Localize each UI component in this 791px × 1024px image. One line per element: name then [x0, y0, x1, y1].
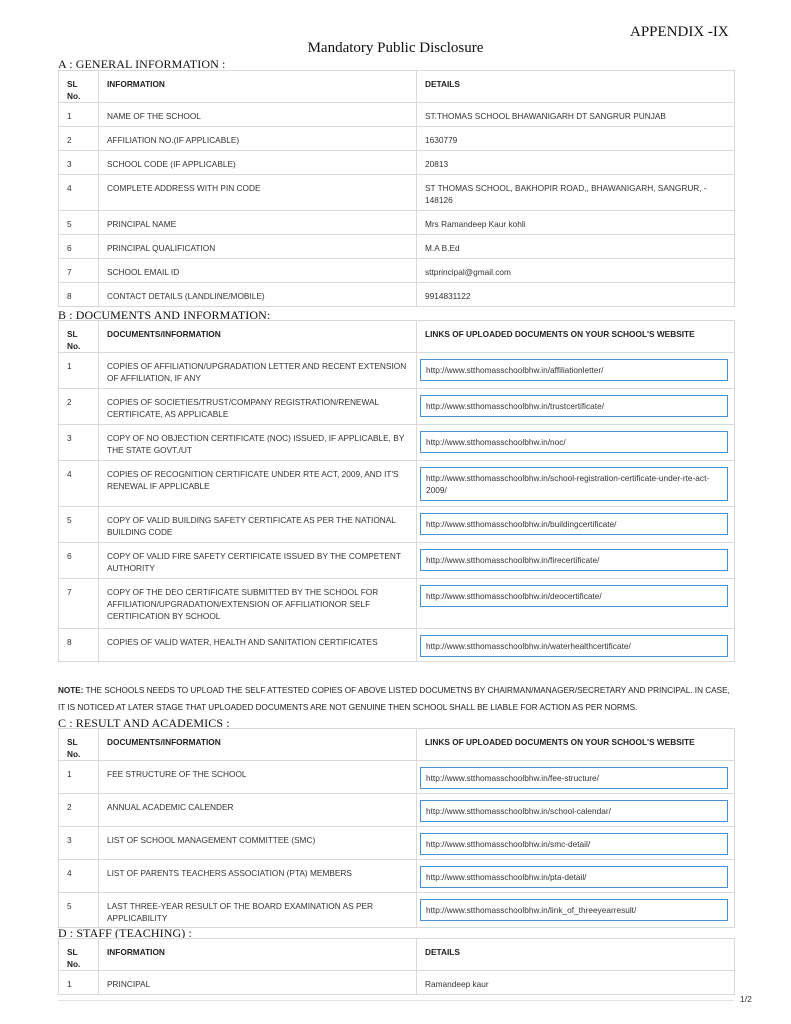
table-row [59, 389, 735, 425]
sl-no-cell: 5 [59, 893, 99, 928]
table-row [59, 461, 735, 507]
sl-no-cell: 1 [59, 103, 99, 127]
sl-no-cell: 3 [59, 151, 99, 175]
table-row [59, 211, 735, 235]
header-information: DOCUMENTS/INFORMATION [99, 729, 417, 761]
documents-information-table [58, 320, 735, 662]
link-cell [417, 425, 735, 461]
header-sl-no: SL No. [59, 321, 99, 353]
document-link[interactable]: http://www.stthomasschoolbhw.in/firecertificate/ [420, 549, 728, 571]
header-information: INFORMATION [99, 71, 417, 103]
information-cell: LAST THREE-YEAR RESULT OF THE BOARD EXAMINATION AS PER APPLICABILITY [99, 893, 417, 928]
sl-no-cell: 5 [59, 211, 99, 235]
information-cell: COPIES OF AFFILIATION/UPGRADATION LETTER AND RECENT EXTENSION OF AFFILIATION, IF ANY [99, 353, 417, 389]
information-cell: COPIES OF VALID WATER, HEALTH AND SANITATION CERTIFICATES [99, 629, 417, 662]
information-cell: COPY OF VALID FIRE SAFETY CERTIFICATE ISSUED BY THE COMPETENT AUTHORITY [99, 543, 417, 579]
table-row [59, 629, 735, 662]
section-d-title: D : STAFF (TEACHING) : [58, 926, 192, 940]
information-cell: SCHOOL EMAIL ID [99, 259, 417, 283]
document-link[interactable]: http://www.stthomasschoolbhw.in/school-registration-certificate-under-rte-act-2009/ [420, 467, 728, 501]
details-cell: ST THOMAS SCHOOL, BAKHOPIR ROAD,, BHAWANIGARH, SANGRUR, - 148126 [417, 175, 735, 211]
sl-no-cell: 8 [59, 283, 99, 307]
appendix-label: APPENDIX -IX [630, 24, 729, 40]
information-cell: CONTACT DETAILS (LANDLINE/MOBILE) [99, 283, 417, 307]
sl-no-cell: 4 [59, 860, 99, 893]
sl-no-cell: 4 [59, 175, 99, 211]
information-cell: COPIES OF SOCIETIES/TRUST/COMPANY REGISTRATION/RENEWAL CERTIFICATE, AS APPLICABLE [99, 389, 417, 425]
information-cell: PRINCIPAL NAME [99, 211, 417, 235]
sl-no-cell: 5 [59, 507, 99, 543]
header-details: LINKS OF UPLOADED DOCUMENTS ON YOUR SCHOOL'S WEBSITE [417, 321, 735, 353]
sl-no-cell: 6 [59, 543, 99, 579]
table-row [59, 353, 735, 389]
header-details: DETAILS [417, 939, 735, 971]
document-link[interactable]: http://www.stthomasschoolbhw.in/smc-detail/ [420, 833, 728, 855]
table-row [59, 103, 735, 127]
table-row [59, 860, 735, 893]
footer-divider [58, 1000, 734, 1001]
table-row [59, 827, 735, 860]
information-cell: FEE STRUCTURE OF THE SCHOOL [99, 761, 417, 794]
link-cell [417, 507, 735, 543]
information-cell: COPY OF NO OBJECTION CERTIFICATE (NOC) ISSUED, IF APPLICABLE, BY THE STATE GOVT./UT [99, 425, 417, 461]
document-link[interactable]: http://www.stthomasschoolbhw.in/trustcertificate/ [420, 395, 728, 417]
header-sl-no: SL No. [59, 71, 99, 103]
staff-teaching-table [58, 938, 735, 995]
information-cell: COPIES OF RECOGNITION CERTIFICATE UNDER RTE ACT, 2009, AND IT'S RENEWAL IF APPLICABLE [99, 461, 417, 507]
information-cell: PRINCIPAL [99, 971, 417, 995]
information-cell: PRINCIPAL QUALIFICATION [99, 235, 417, 259]
details-cell: M.A B.Ed [417, 235, 735, 259]
information-cell: NAME OF THE SCHOOL [99, 103, 417, 127]
document-link[interactable]: http://www.stthomasschoolbhw.in/school-calendar/ [420, 800, 728, 822]
table-header-row [59, 321, 735, 353]
sl-no-cell: 3 [59, 425, 99, 461]
details-cell: 1630779 [417, 127, 735, 151]
table-row [59, 971, 735, 995]
document-link[interactable]: http://www.stthomasschoolbhw.in/waterhealthcertificate/ [420, 635, 728, 657]
link-cell [417, 893, 735, 928]
header-details: LINKS OF UPLOADED DOCUMENTS ON YOUR SCHOOL'S WEBSITE [417, 729, 735, 761]
information-cell: AFFILIATION NO.(IF APPLICABLE) [99, 127, 417, 151]
note-label: NOTE: [58, 686, 84, 695]
link-cell [417, 353, 735, 389]
details-cell: sttprincipal@gmail.com [417, 259, 735, 283]
information-cell: LIST OF PARENTS TEACHERS ASSOCIATION (PTA) MEMBERS [99, 860, 417, 893]
header-information: DOCUMENTS/INFORMATION [99, 321, 417, 353]
table-row [59, 893, 735, 928]
link-cell [417, 579, 735, 629]
details-cell: 9914831122 [417, 283, 735, 307]
sl-no-cell: 2 [59, 127, 99, 151]
table-row [59, 259, 735, 283]
document-link[interactable]: http://www.stthomasschoolbhw.in/deocertificate/ [420, 585, 728, 607]
details-cell: Ramandeep kaur [417, 971, 735, 995]
table-row [59, 761, 735, 794]
section-b-title: B : DOCUMENTS AND INFORMATION: [58, 308, 271, 322]
link-cell [417, 629, 735, 662]
header-sl-no: SL No. [59, 729, 99, 761]
header-sl-no: SL No. [59, 939, 99, 971]
table-row [59, 543, 735, 579]
page-title: Mandatory Public Disclosure [307, 40, 484, 56]
link-cell [417, 461, 735, 507]
sl-no-cell: 1 [59, 353, 99, 389]
note-body: THE SCHOOLS NEEDS TO UPLOAD THE SELF ATTESTED COPIES OF ABOVE LISTED DOCUMETNS BY CHAIRMAN/MANAGER/SECRETARY AND PRINCIPAL. IN CASE, IT IS NOTICED AT LATER STAGE THAT UPLOADED DOCUMENTS ARE NOT GENUINE THEN SCHOOL SHALL BE LIABLE FOR ACTION AS PER NORMS. [58, 686, 730, 712]
table-row [59, 127, 735, 151]
details-cell: Mrs Ramandeep Kaur kohli [417, 211, 735, 235]
link-cell [417, 794, 735, 827]
information-cell: ANNUAL ACADEMIC CALENDER [99, 794, 417, 827]
page-number: 1/2 [740, 994, 752, 1004]
header-information: INFORMATION [99, 939, 417, 971]
table-row [59, 507, 735, 543]
table-row [59, 235, 735, 259]
sl-no-cell: 7 [59, 259, 99, 283]
document-link[interactable]: http://www.stthomasschoolbhw.in/buildingcertificate/ [420, 513, 728, 535]
section-c-title: C : RESULT AND ACADEMICS : [58, 716, 230, 730]
details-cell: ST.THOMAS SCHOOL BHAWANIGARH DT SANGRUR PUNJAB [417, 103, 735, 127]
document-link[interactable]: http://www.stthomasschoolbhw.in/fee-structure/ [420, 767, 728, 789]
table-row [59, 425, 735, 461]
sl-no-cell: 2 [59, 794, 99, 827]
table-header-row [59, 71, 735, 103]
sl-no-cell: 1 [59, 971, 99, 995]
sl-no-cell: 4 [59, 461, 99, 507]
table-row [59, 579, 735, 629]
section-a-title: A : GENERAL INFORMATION : [58, 57, 226, 71]
information-cell: LIST OF SCHOOL MANAGEMENT COMMITTEE (SMC) [99, 827, 417, 860]
header-details: DETAILS [417, 71, 735, 103]
table-row [59, 151, 735, 175]
link-cell [417, 827, 735, 860]
document-link[interactable]: http://www.stthomasschoolbhw.in/noc/ [420, 431, 728, 453]
sl-no-cell: 8 [59, 629, 99, 662]
table-header-row [59, 729, 735, 761]
sl-no-cell: 6 [59, 235, 99, 259]
link-cell [417, 543, 735, 579]
table-header-row [59, 939, 735, 971]
document-link[interactable]: http://www.stthomasschoolbhw.in/link_of_threeyearresult/ [420, 899, 728, 921]
sl-no-cell: 3 [59, 827, 99, 860]
sl-no-cell: 7 [59, 579, 99, 629]
note-text [58, 682, 738, 716]
information-cell: COMPLETE ADDRESS WITH PIN CODE [99, 175, 417, 211]
information-cell: COPY OF THE DEO CERTIFICATE SUBMITTED BY THE SCHOOL FOR AFFILIATION/UPGRADATION/EXTENSION OF AFFILIATIONOR SELF CERTIFICATION BY SCHOOL [99, 579, 417, 629]
details-cell: 20813 [417, 151, 735, 175]
result-academics-table [58, 728, 735, 928]
document-link[interactable]: http://www.stthomasschoolbhw.in/pta-detail/ [420, 866, 728, 888]
sl-no-cell: 2 [59, 389, 99, 425]
sl-no-cell: 1 [59, 761, 99, 794]
table-row [59, 794, 735, 827]
table-row [59, 283, 735, 307]
link-cell [417, 389, 735, 425]
information-cell: SCHOOL CODE (IF APPLICABLE) [99, 151, 417, 175]
link-cell [417, 761, 735, 794]
general-information-table [58, 70, 735, 307]
table-row [59, 175, 735, 211]
document-link[interactable]: http://www.stthomasschoolbhw.in/affiliationletter/ [420, 359, 728, 381]
link-cell [417, 860, 735, 893]
information-cell: COPY OF VALID BUILDING SAFETY CERTIFICATE AS PER THE NATIONAL BUILDING CODE [99, 507, 417, 543]
